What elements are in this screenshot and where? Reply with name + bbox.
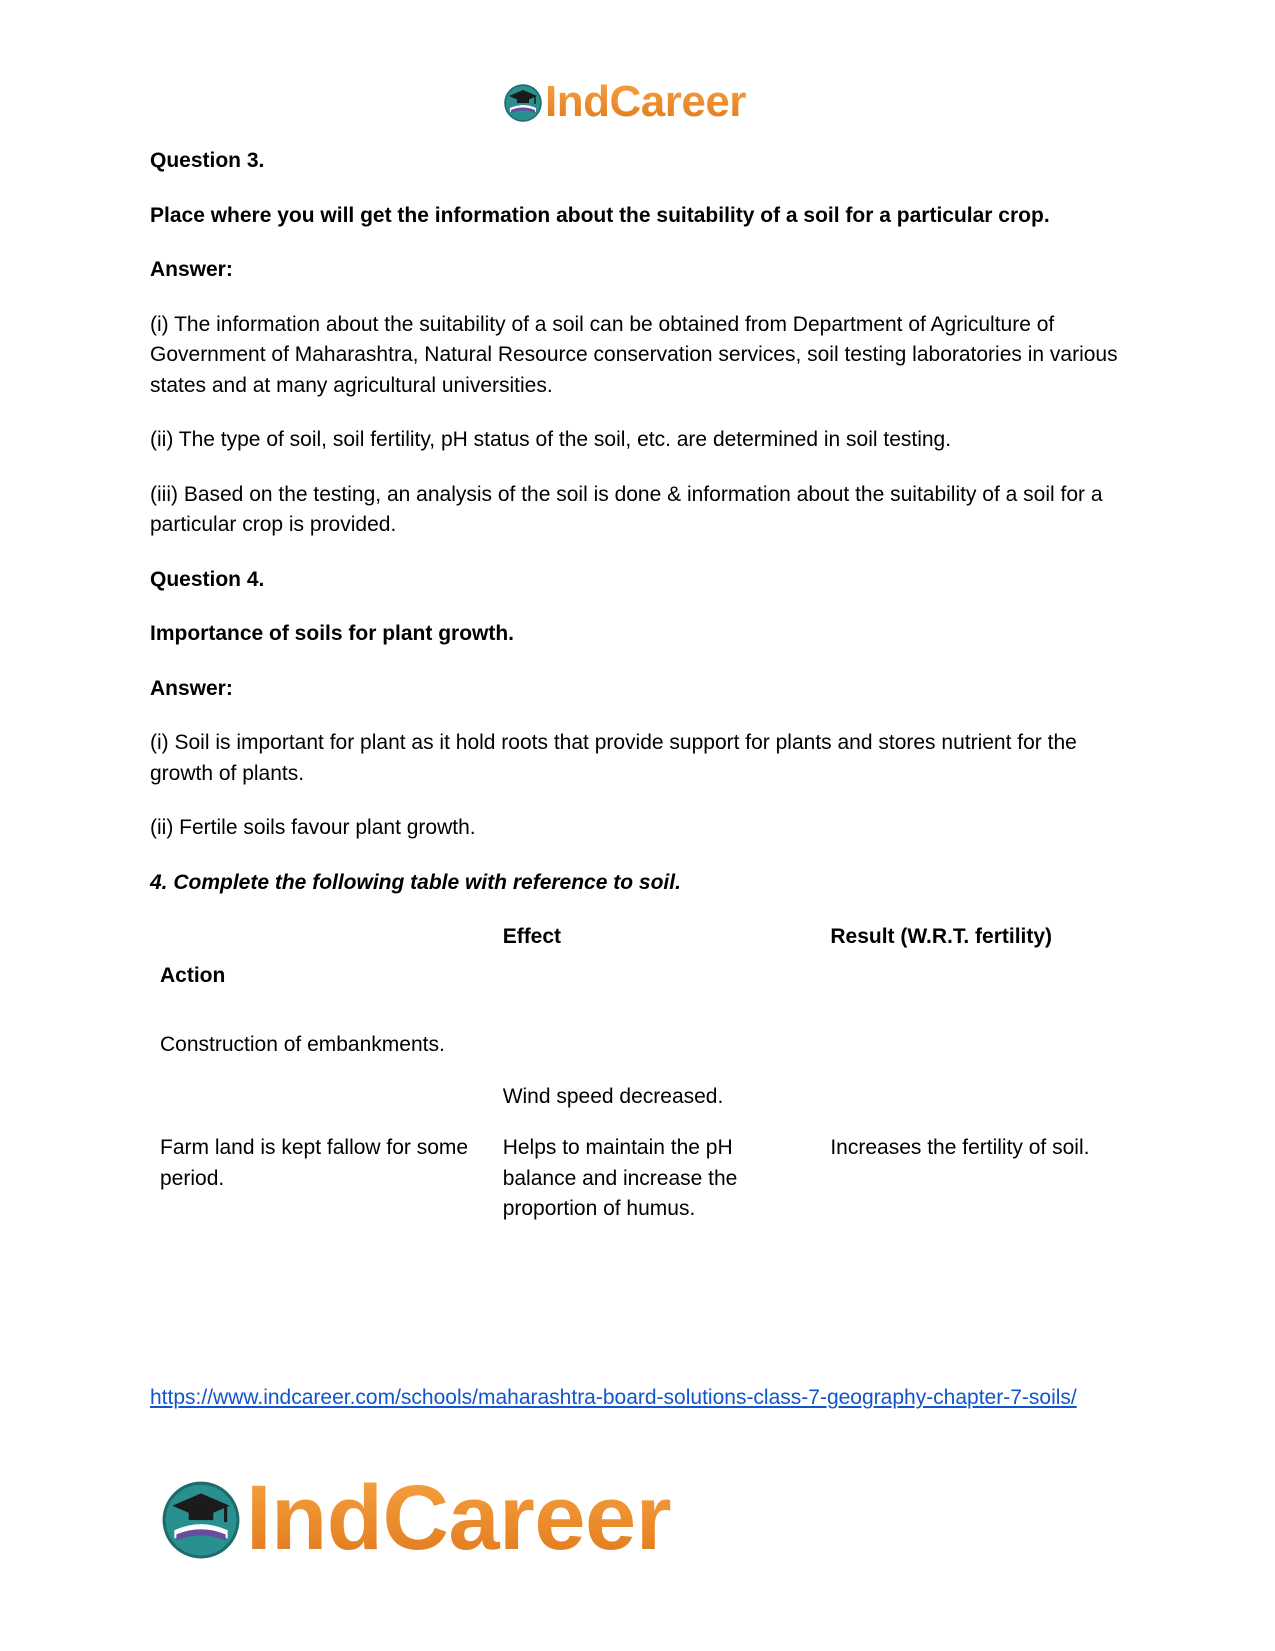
question4-label: Question 4. xyxy=(150,567,265,591)
section4-heading: 4. Complete the following table with reference to soil. xyxy=(150,870,681,894)
table-cell: Wind speed decreased. xyxy=(502,1085,724,1108)
question4-point: (i) Soil is important for plant as it hold roots that provide support for plants and stores nutrient for the growth of plants. xyxy=(150,731,1077,785)
question3-title: Place where you will get the information about the suitability of a soil for a particular crop. xyxy=(150,203,1050,227)
question3-point: (iii) Based on the testing, an analysis of the soil is done & information about the suitability of a soil for a particular crop is provided. xyxy=(150,482,1103,536)
table-cell: Construction of embankments. xyxy=(160,1033,445,1056)
question3-point: (i) The information about the suitability of a soil can be obtained from Department of Agriculture of Government of Maharashtra, Natural Resource conservation services, soil testing laboratories in various states and at many agricultural universities. xyxy=(150,312,1118,397)
question4-point: (ii) Fertile soils favour plant growth. xyxy=(150,816,476,839)
table-cell xyxy=(820,1030,1140,1082)
table-cell: Increases the fertility of soil. xyxy=(830,1136,1090,1159)
indcareer-logo-bottom xyxy=(160,1467,671,1569)
logo-text: IndCareer xyxy=(246,1467,671,1569)
question4-answer-label: Answer: xyxy=(150,676,233,700)
question3-point: (ii) The type of soil, soil fertility, pH status of the soil, etc. are determined in soil testing. xyxy=(150,428,952,451)
indcareer-logo-top xyxy=(503,77,746,126)
table-header-result: Result (W.R.T. fertility) xyxy=(830,925,1053,948)
table-row xyxy=(150,1133,1140,1225)
table-cell xyxy=(820,1082,1140,1133)
table-header-row xyxy=(150,922,1140,1030)
table-cell xyxy=(150,1082,493,1133)
logo-text: IndCareer xyxy=(545,77,746,126)
graduation-cap-book-globe-icon xyxy=(503,82,543,122)
soil-table xyxy=(150,922,1140,1225)
source-url-link[interactable]: https://www.indcareer.com/schools/maharashtra-board-solutions-class-7-geography-chapter-7-soils/ xyxy=(150,1386,1077,1409)
table-header-effect: Effect xyxy=(502,925,562,948)
table-cell: Helps to maintain the pH balance and increase the proportion of humus. xyxy=(502,1136,738,1220)
question4-title: Importance of soils for plant growth. xyxy=(150,622,515,645)
table-row xyxy=(150,1030,1140,1082)
table-row xyxy=(150,1082,1140,1133)
table-header-action: Action xyxy=(160,963,226,987)
question3-label: Question 3. xyxy=(150,149,265,172)
document-content xyxy=(150,146,1140,1225)
table-cell: Farm land is kept fallow for some period. xyxy=(160,1136,469,1190)
graduation-cap-book-globe-icon xyxy=(160,1477,242,1559)
question3-answer-label: Answer: xyxy=(150,258,233,281)
table-cell xyxy=(493,1030,821,1082)
